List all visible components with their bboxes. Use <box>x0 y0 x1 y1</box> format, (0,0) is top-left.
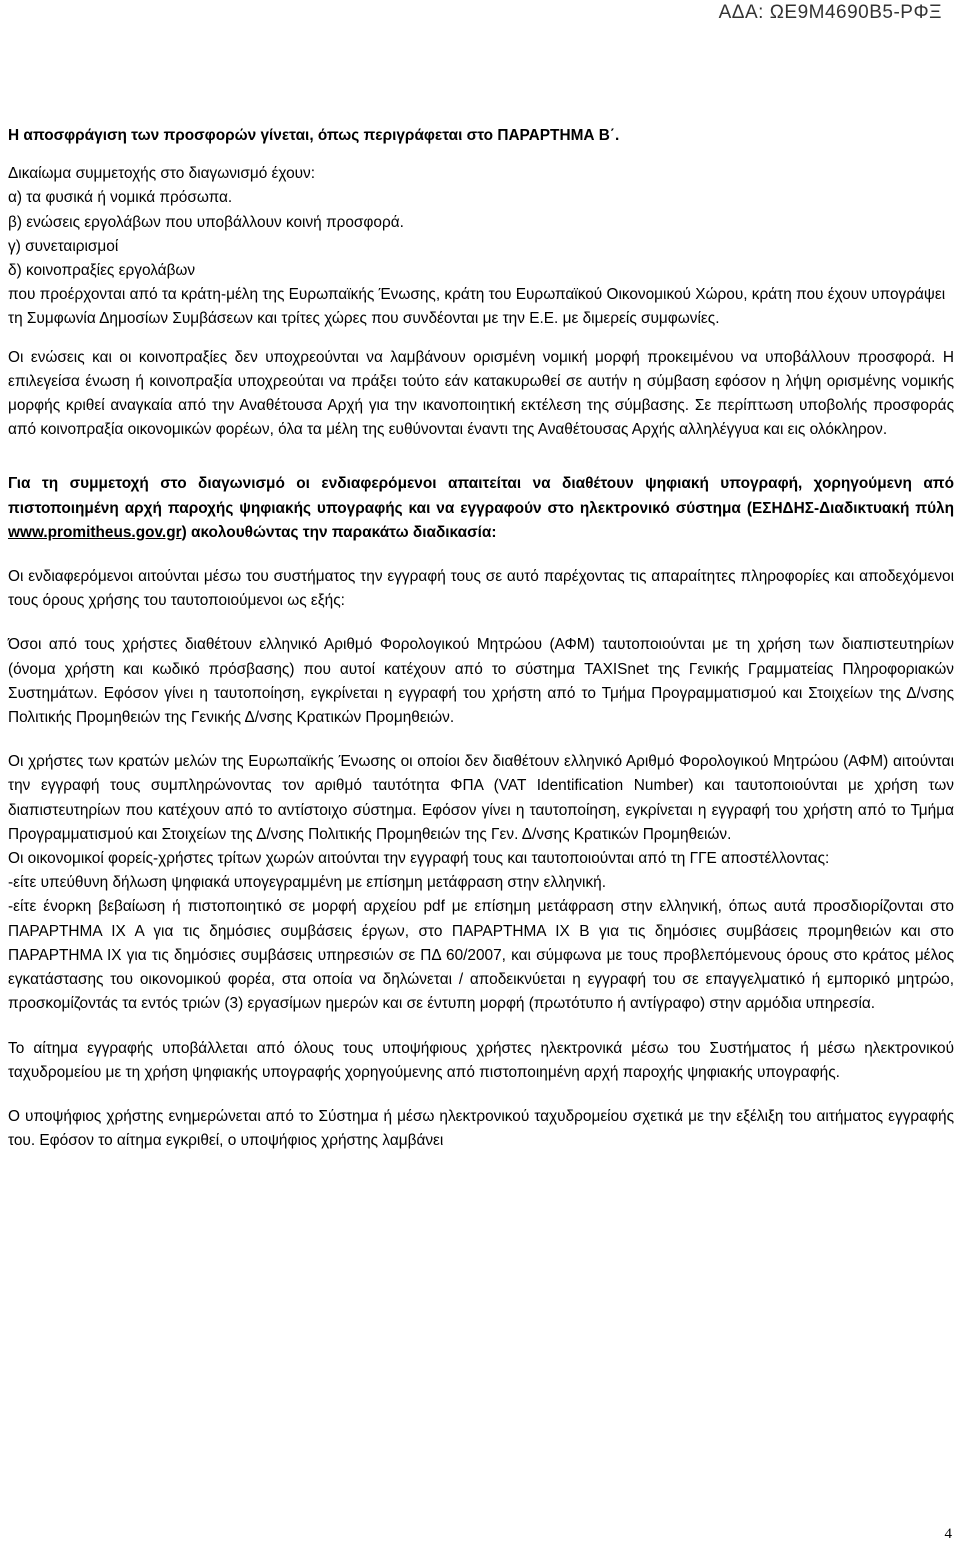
eligibility-origin-paragraph: που προέρχονται από τα κράτη-μέλη της Ευρωπαϊκής Ένωσης, κράτη του Ευρωπαϊκού Οικονομικού Χώρου, κράτη που έχουν υπογράψει τη Συμφωνία Δημοσίων Συμβάσεων και τρίτες χώρες που συνδέονται με την Ε.Ε. με διμερείς συμφωνίες. <box>8 286 946 328</box>
sealing-paragraph: Η αποσφράγιση των προσφορών γίνεται, όπως περιγράφεται στο ΠΑΡΑΡΤΗΜΑ Β΄. <box>8 127 620 144</box>
digital-signature-text-end: ) ακολουθώντας την παρακάτω διαδικασία: <box>181 523 497 541</box>
eu-users-paragraph: Οι χρήστες των κρατών μελών της Ευρωπαϊκής Ένωσης οι οποίοι δεν διαθέτουν ελληνικό Αριθμό Φορολογικού Μητρώου (ΑΦΜ) αιτούνται την εγγραφή τους συμπληρώνοντας τον αριθμό ταυτότητα ΦΠΑ (VAT Identification Number) και ταυτοποιούνται με χρήση των διαπιστευτηρίων που κατέχουν από το αντίστοιχο σύστημα. Εφόσον γίνει η ταυτοποίηση, εγκρίνεται η εγγραφή του χρήστη από το Τμήμα Προγραμματισμού και Στοιχείων της Δ/νσης Πολιτικής Προμηθειών της Γεν. Δ/νσης Κρατικών Προμηθειών. <box>8 753 954 843</box>
afm-users-paragraph: Όσοι από τους χρήστες διαθέτουν ελληνικό Αριθμό Φορολογικού Μητρώου (ΑΦΜ) ταυτοποιούνται με τη χρήση των διαπιστευτηρίων (όνομα χρήστη και κωδικό πρόσβασης) που αυτοί κατέχουν από το σύστημα TAXISnet της Γενικής Γραμματείας Πληροφοριακών Συστημάτων. Εφόσον γίνει η ταυτοποίηση, εγκρίνεται η εγγραφή του χρήστη από το Τμήμα Προγραμματισμού και Στοιχείων της Δ/νσης Πολιτικής Προμηθειών της Γενικής Δ/νσης Κρατικών Προμηθειών. <box>8 636 954 727</box>
eligibility-item: β) ενώσεις εργολάβων που υποβάλλουν κοινή προσφορά. <box>8 213 404 231</box>
third-country-item: -είτε υπεύθυνη δήλωση ψηφιακά υπογεγραμμένη με επίσημη μετάφραση στην ελληνική. <box>8 874 606 892</box>
eligibility-item: γ) συνεταιρισμοί <box>8 237 119 255</box>
document-body <box>8 124 954 1153</box>
registration-request-paragraph: Οι ενδιαφερόμενοι αιτούνται μέσω του συστήματος την εγγραφή τους σε αυτό παρέχοντας τις απαραίτητες πληροφορίες και αποδεχόμενοι τους όρους χρήσης του ταυτοποιούμενοι ως εξής: <box>8 568 954 610</box>
unions-paragraph: Οι ενώσεις και οι κοινοπραξίες δεν υποχρεούνται να λαμβάνουν ορισμένη νομική μορφή προκειμένου να υποβάλλουν προσφορά. Η επιλεγείσα ένωση ή κοινοπραξία υποχρεούται να πράξει τούτο εάν κατακυρωθεί σε αυτήν η σύμβαση εφόσον η λήψη ορισμένης νομικής μορφής κριθεί αναγκαία από την Αναθέτουσα Αρχή για την ικανοποιητική εκτέλεση της σύμβασης. Σε περίπτωση υποβολής προσφοράς από κοινοπραξία οικονομικών φορέων, όλα τα μέλη της ευθύνονται έναντι της Αναθέτουσας Αρχής αλληλέγγυα και εις ολόκληρον. <box>8 348 954 439</box>
digital-signature-paragraph <box>8 472 954 545</box>
submission-paragraph: Το αίτημα εγγραφής υποβάλλεται από όλους τους υποψήφιους χρήστες ηλεκτρονικά μέσω του Συστήματος ή μέσω ηλεκτρονικού ταχυδρομείου με τη χρήση ψηφιακής υπογραφής χορηγούμενης από πιστοποιημένη αρχή παροχής ψηφιακής υπογραφής. <box>8 1039 954 1081</box>
eligibility-item: δ) κοινοπραξίες εργολάβων <box>8 262 196 280</box>
third-country-item: -είτε ένορκη βεβαίωση ή πιστοποιητικό σε μορφή αρχείου pdf με επίσημη μετάφραση στην ελληνική, όπως αυτά προσδιορίζονται στο ΠΑΡΑΡΤΗΜΑ ΙΧ Α για τις δημόσιες συμβάσεις έργων, στο ΠΑΡΑΡΤΗΜΑ ΙΧ Β για τις δημόσιες συμβάσεις προμηθειών και στο ΠΑΡΑΡΤΗΜΑ ΙΧ για τις δημόσιες συμβάσεις υπηρεσιών σε ΠΔ 60/2007, και σύμφωνα με τους προβλεπόμενους όρους στο κράτος μέλος εγκατάστασης του οικονομικού φορέα, στα οποία να δηλώνεται / αποδεικνύεται η εγγραφή του σε επαγγελματικό ή εμπορικό μητρώο, προσκομίζοντάς τα εντός τριών (3) εργασίμων ημερών και σε έντυπη μορφή (πρωτότυπο ή αντίγραφο) στην αρμόδια υπηρεσία. <box>8 898 954 1013</box>
third-country-paragraph: Οι οικονομικοί φορείς-χρήστες τρίτων χωρών αιτούνται την εγγραφή τους και ταυτοποιούνται από τη ΓΓΕ αποστέλλοντας: <box>8 850 830 868</box>
notification-paragraph: Ο υποψήφιος χρήστης ενημερώνεται από το Σύστημα ή μέσω ηλεκτρονικού ταχυδρομείου σχετικά με την εξέλιξη του αιτήματος εγγραφής του. Εφόσον το αίτημα εγκριθεί, ο υποψήφιος χρήστης λαμβάνει <box>8 1107 954 1150</box>
eligibility-intro: Δικαίωμα συμμετοχής στο διαγωνισμό έχουν: <box>8 165 316 183</box>
eligibility-item: α) τα φυσικά ή νομικά πρόσωπα. <box>8 189 233 207</box>
document-id: ΑΔΑ: ΩΕ9Μ4690Β5-ΡΦΞ <box>718 2 942 23</box>
digital-signature-text: Για τη συμμετοχή στο διαγωνισμό οι ενδιαφερόμενοι απαιτείται να διαθέτουν ψηφιακή υπογραφή, χορηγούμενη από πιστοποιημένη αρχή παροχής ψηφιακής υπογραφής και να εγγραφούν στο ηλεκτρονικό σύστημα (ΕΣΗΔΗΣ-Διαδικτυακή πύλη <box>8 475 954 517</box>
page-number: 4 <box>944 1526 952 1542</box>
promitheus-link[interactable]: www.promitheus.gov.gr <box>8 523 182 541</box>
